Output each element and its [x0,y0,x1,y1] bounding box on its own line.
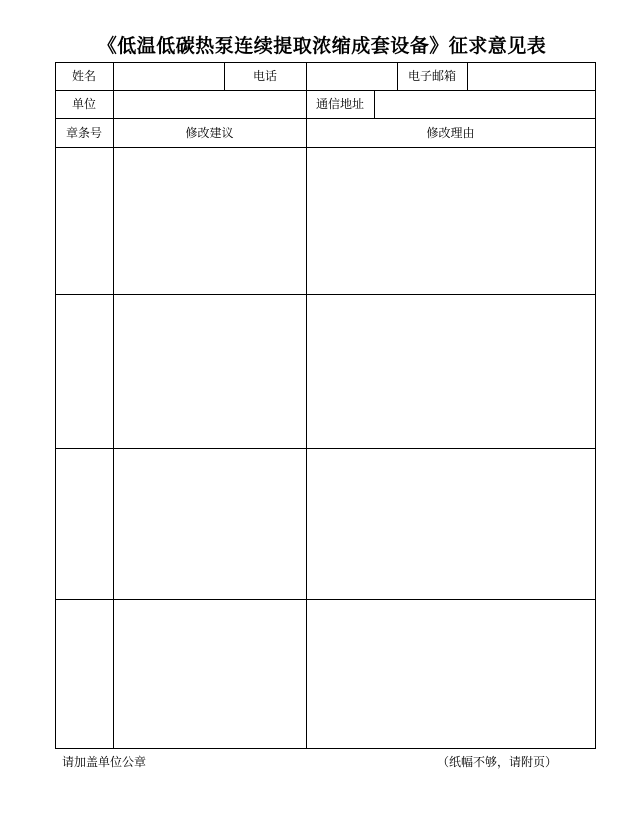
suggestion-input[interactable] [114,600,306,748]
stamp-note: 请加盖单位公章 [62,755,147,769]
unit-field[interactable] [114,91,306,118]
reason-input[interactable] [307,600,595,748]
section-number-input[interactable] [56,449,113,599]
attach-page-note: （纸幅不够，请附页） [437,755,558,769]
table-border-right [595,62,596,749]
section-number-input[interactable] [56,600,113,748]
suggestion-input[interactable] [114,449,306,599]
feedback-form-table [55,62,596,749]
suggestion-input[interactable] [114,148,306,294]
section-number-input[interactable] [56,295,113,448]
phone-field[interactable] [307,63,397,90]
page-title: 《低温低碳热泵连续提取浓缩成套设备》征求意见表 [97,35,547,57]
email-field[interactable] [468,63,595,90]
unit-label: 单位 [71,97,96,111]
suggestion-input[interactable] [114,295,306,448]
reason-header: 修改理由 [426,125,475,140]
address-label: 通信地址 [315,97,364,111]
name-label: 姓名 [71,69,96,83]
reason-input[interactable] [307,148,595,294]
address-field[interactable] [375,91,595,118]
table-border-bottom [55,748,596,749]
email-label: 电子邮箱 [407,69,456,83]
reason-input[interactable] [307,295,595,448]
phone-label: 电话 [252,69,277,83]
section-number-input[interactable] [56,148,113,294]
name-field[interactable] [114,63,224,90]
suggestion-header: 修改建议 [185,125,234,140]
section-number-header: 章条号 [65,125,102,140]
reason-input[interactable] [307,449,595,599]
